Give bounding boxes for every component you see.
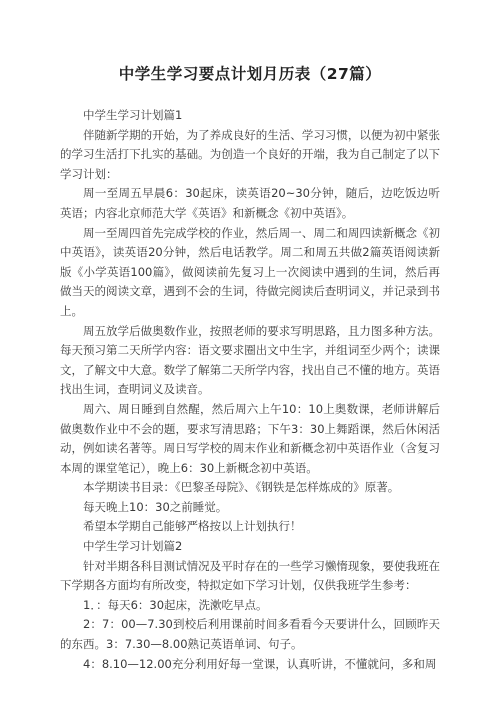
paragraph: 针对半期各科目测试情况及平时存在的一些学习懒惰现象，要使我班在下学期各方面均有所改变，特拟定如下学习计划，仅供我班学生参考： [60, 558, 440, 593]
paragraph: 2：7：00—7.30到校后利用课前时间多看看今天要讲什么，回顾昨天的东西。3：7.30—8.00熟记英语单词、句子。 [60, 617, 440, 652]
document-body [60, 106, 440, 674]
paragraph: 4：8.10—12.00充分利用好每一堂课，认真听讲，不懂就问，多和周 [83, 656, 437, 671]
paragraph: 伴随新学期的开始，为了养成良好的生活、学习习惯，以便为初中紧张的学习生活打下扎实的基础。为创造一个良好的开端，我为自己制定了以下学习计划： [60, 127, 440, 181]
page-title: 中学生学习要点计划月历表（27篇） [118, 65, 382, 83]
paragraph: 1．：每天6：30起床，洗漱吃早点。 [83, 597, 268, 612]
paragraph: 周六、周日睡到自然醒，然后周六上午10：10上奥数课，老师讲解后做奥数作业中不会的题，要求写清思路；下午3：30上舞蹈课，然后休闲活动，例如读名著等。周日写学校的周末作业和新概念初中英语作业（含复习本周的课堂笔记），晚上6：30上新概念初中英语。 [60, 401, 440, 475]
paragraph: 每天晚上10：30之前睡觉。 [83, 499, 228, 514]
paragraph: 周一至周四首先完成学校的作业，然后周一、周二和周四读新概念《初中英语》，读英语20分钟，然后电话教学。周二和周五共做2篇英语阅读新版《小学英语100篇》，做阅读前先复习上一次阅读中遇到的生词，然后再做当天的阅读文章，遇到不会的生词，待做完阅读后查明词义，并记录到书上。 [60, 225, 440, 318]
paragraph: 周一至周五早晨6：30起床，读英语20~30分钟，随后，边吃饭边听英语；内容北京师范大学《英语》和新概念《初中英语》。 [60, 186, 440, 220]
paragraph: 希望本学期自己能够严格按以上计划执行！ [83, 519, 302, 534]
paragraph: 本学期读书目录：《巴黎圣母院》、《钢铁是怎样炼成的》原著。 [83, 480, 400, 495]
paragraph: 周五放学后做奥数作业，按照老师的要求写明思路，且力图多种方法。每天预习第二天所学内容：语文要求圈出文中生字，并组词至少两个；读课文，了解文中大意。数学了解第二天所学内容，找出自己不懂的地方。英语找出生词，查明词义及读音。 [60, 323, 440, 397]
section-heading-1: 中学生学习计划篇1 [83, 108, 183, 122]
section-heading-2: 中学生学习计划篇2 [83, 539, 183, 554]
